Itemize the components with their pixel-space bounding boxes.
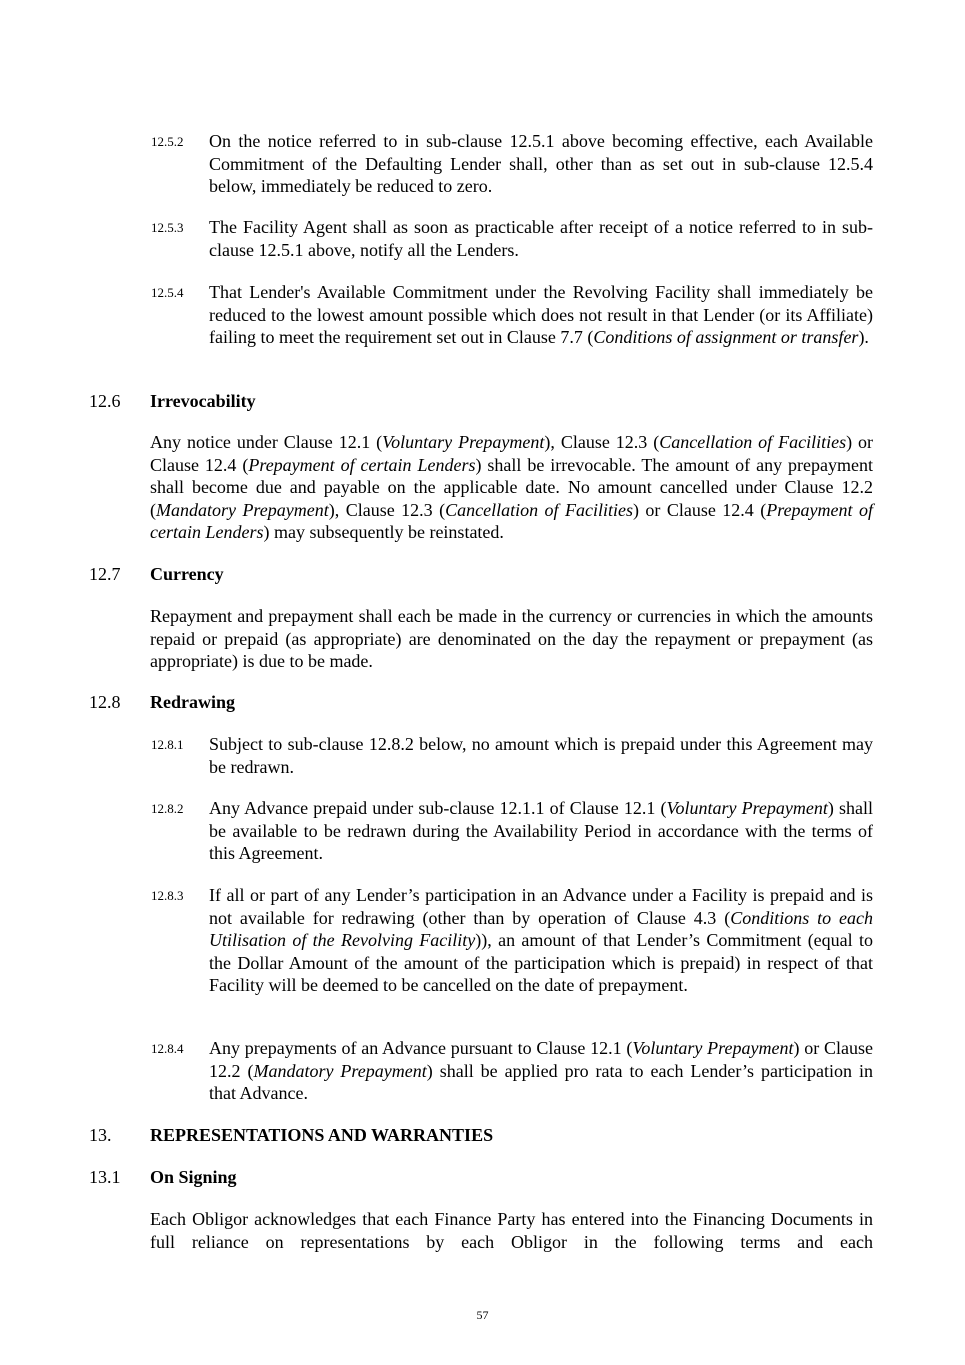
subclause-text — [209, 281, 873, 349]
italic-reference: Voluntary Prepayment — [666, 798, 828, 818]
text-run: ). — [858, 327, 869, 347]
italic-reference: Voluntary Prepayment — [632, 1038, 794, 1058]
subclause-12-5-3 — [151, 216, 873, 261]
subclause-number: 12.5.2 — [151, 134, 184, 149]
page-number: 57 — [476, 1308, 489, 1322]
subclause-number: 12.8.2 — [151, 801, 184, 816]
clause-body-12-6 — [150, 431, 873, 544]
text-run: ) may subsequently be reinstated. — [263, 522, 504, 542]
text-run: ) or Clause 12.2 ( — [209, 1038, 873, 1081]
text-run: ) shall be irrevocable. The amount of any prepayment shall become due and payable on the applicable date. No amount cancelled under Clause 12.2 ( — [150, 454, 873, 520]
clause-number: 13.1 — [89, 1167, 121, 1187]
clause-heading-12-7 — [89, 563, 224, 586]
clause-title: REPRESENTATIONS AND WARRANTIES — [150, 1125, 494, 1145]
subclause-12-8-1 — [151, 733, 873, 778]
subclause-text: Subject to sub-clause 12.8.2 below, no amount which is prepaid under this Agreement may be redrawn. — [209, 734, 873, 777]
subclause-12-5-4 — [151, 281, 873, 349]
text-run: Any prepayments of an Advance pursuant to Clause 12.1 ( — [209, 1038, 633, 1058]
clause-number: 12.6 — [89, 391, 121, 411]
italic-reference: Conditions of assignment or transfer — [593, 327, 859, 347]
clause-body-12-7: Repayment and prepayment shall each be made in the currency or currencies in which the amounts repaid or prepaid (as appropriate) are denominated on the day the repayment or prepayment (as appropriate) is due to be made. — [150, 606, 873, 671]
clause-number: 12.8 — [89, 692, 121, 712]
text-run: ) or Clause 12.4 ( — [632, 499, 767, 520]
subclause-text — [209, 884, 873, 997]
subclause-text: The Facility Agent shall as soon as practicable after receipt of a notice referred to in sub-clause 12.5.1 above, notify all the Lenders. — [209, 217, 873, 260]
text-run: Any Advance prepaid under sub-clause 12.1.1 of Clause 12.1 ( — [209, 798, 667, 818]
italic-reference: Voluntary Prepayment — [382, 432, 545, 452]
clause-number: 13. — [89, 1125, 112, 1145]
subclause-number: 12.5.3 — [151, 220, 184, 235]
italic-reference: Cancellation of Facilities — [659, 432, 847, 452]
text-run: That Lender's Available Commitment under the Revolving Facility shall immediately be reduced to the lowest amount possible which does not result in that Lender (or its Affiliate) failing to meet the requirement set out in Clause 7.7 ( — [209, 282, 873, 347]
subclause-12-8-2 — [151, 797, 874, 865]
subclause-12-5-2 — [151, 130, 873, 198]
italic-reference: Cancellation of Facilities — [445, 499, 633, 520]
text-run: ), Clause 12.3 ( — [328, 499, 446, 520]
subclause-12-8-4 — [151, 1037, 873, 1105]
text-run: Any notice under Clause 12.1 ( — [150, 432, 383, 452]
clause-number: 12.7 — [89, 564, 121, 584]
italic-reference: Mandatory Prepayment — [156, 499, 329, 520]
subclause-number: 12.8.4 — [151, 1041, 184, 1056]
clause-body-13-1: Each Obligor acknowledges that each Finance Party has entered into the Financing Documents in full reliance on representations by each Obligor in the following terms and each — [150, 1209, 873, 1252]
clause-title: On Signing — [150, 1167, 237, 1187]
subclause-text: On the notice referred to in sub-clause 12.5.1 above becoming effective, each Available Commitment of the Defaulting Lender shall, other than as set out in sub-clause 12.5.4 below, immediately be reduced to zero. — [209, 131, 873, 196]
subclause-text — [209, 797, 873, 865]
text-run: )), an amount of that Lender’s Commitment (equal to the Dollar Amount of the amount of the participation which is prepaid) in respect of that Facility will be deemed to be cancelled on the date of prepayment. — [209, 930, 873, 995]
italic-reference: Prepayment of certain Lenders — [150, 499, 873, 542]
text-run: ), Clause 12.3 ( — [544, 432, 660, 452]
text-run: If all or part of any Lender’s participation in an Advance under a Facility is prepaid and is not available for redrawing (other than by operation of Clause 4.3 ( — [209, 885, 873, 928]
subclause-text — [209, 1037, 873, 1105]
clause-title: Redrawing — [150, 692, 235, 712]
text-run: ) shall be applied pro rata to each Lender’s participation in that Advance. — [209, 1060, 873, 1103]
clause-heading-12-6 — [89, 390, 256, 413]
subclause-number: 12.8.1 — [151, 737, 184, 752]
italic-reference: Mandatory Prepayment — [253, 1060, 427, 1081]
italic-reference: Prepayment of certain Lenders — [248, 454, 476, 475]
clause-heading-12-8 — [89, 691, 235, 714]
subclause-number: 12.5.4 — [151, 285, 184, 300]
text-run: ) or Clause 12.4 ( — [150, 432, 874, 475]
clause-title: Irrevocability — [150, 391, 256, 411]
subclause-number: 12.8.3 — [151, 888, 184, 903]
clause-title: Currency — [150, 564, 224, 584]
italic-reference: Conditions to each Utilisation of the Revolving Facility — [209, 907, 873, 950]
clause-heading-13-1 — [89, 1166, 237, 1189]
text-run: ) shall be available to be redrawn during the Availability Period in accordance with the terms of this Agreement. — [209, 798, 874, 863]
clause-heading-13 — [89, 1124, 494, 1147]
subclause-12-8-3 — [151, 884, 873, 997]
